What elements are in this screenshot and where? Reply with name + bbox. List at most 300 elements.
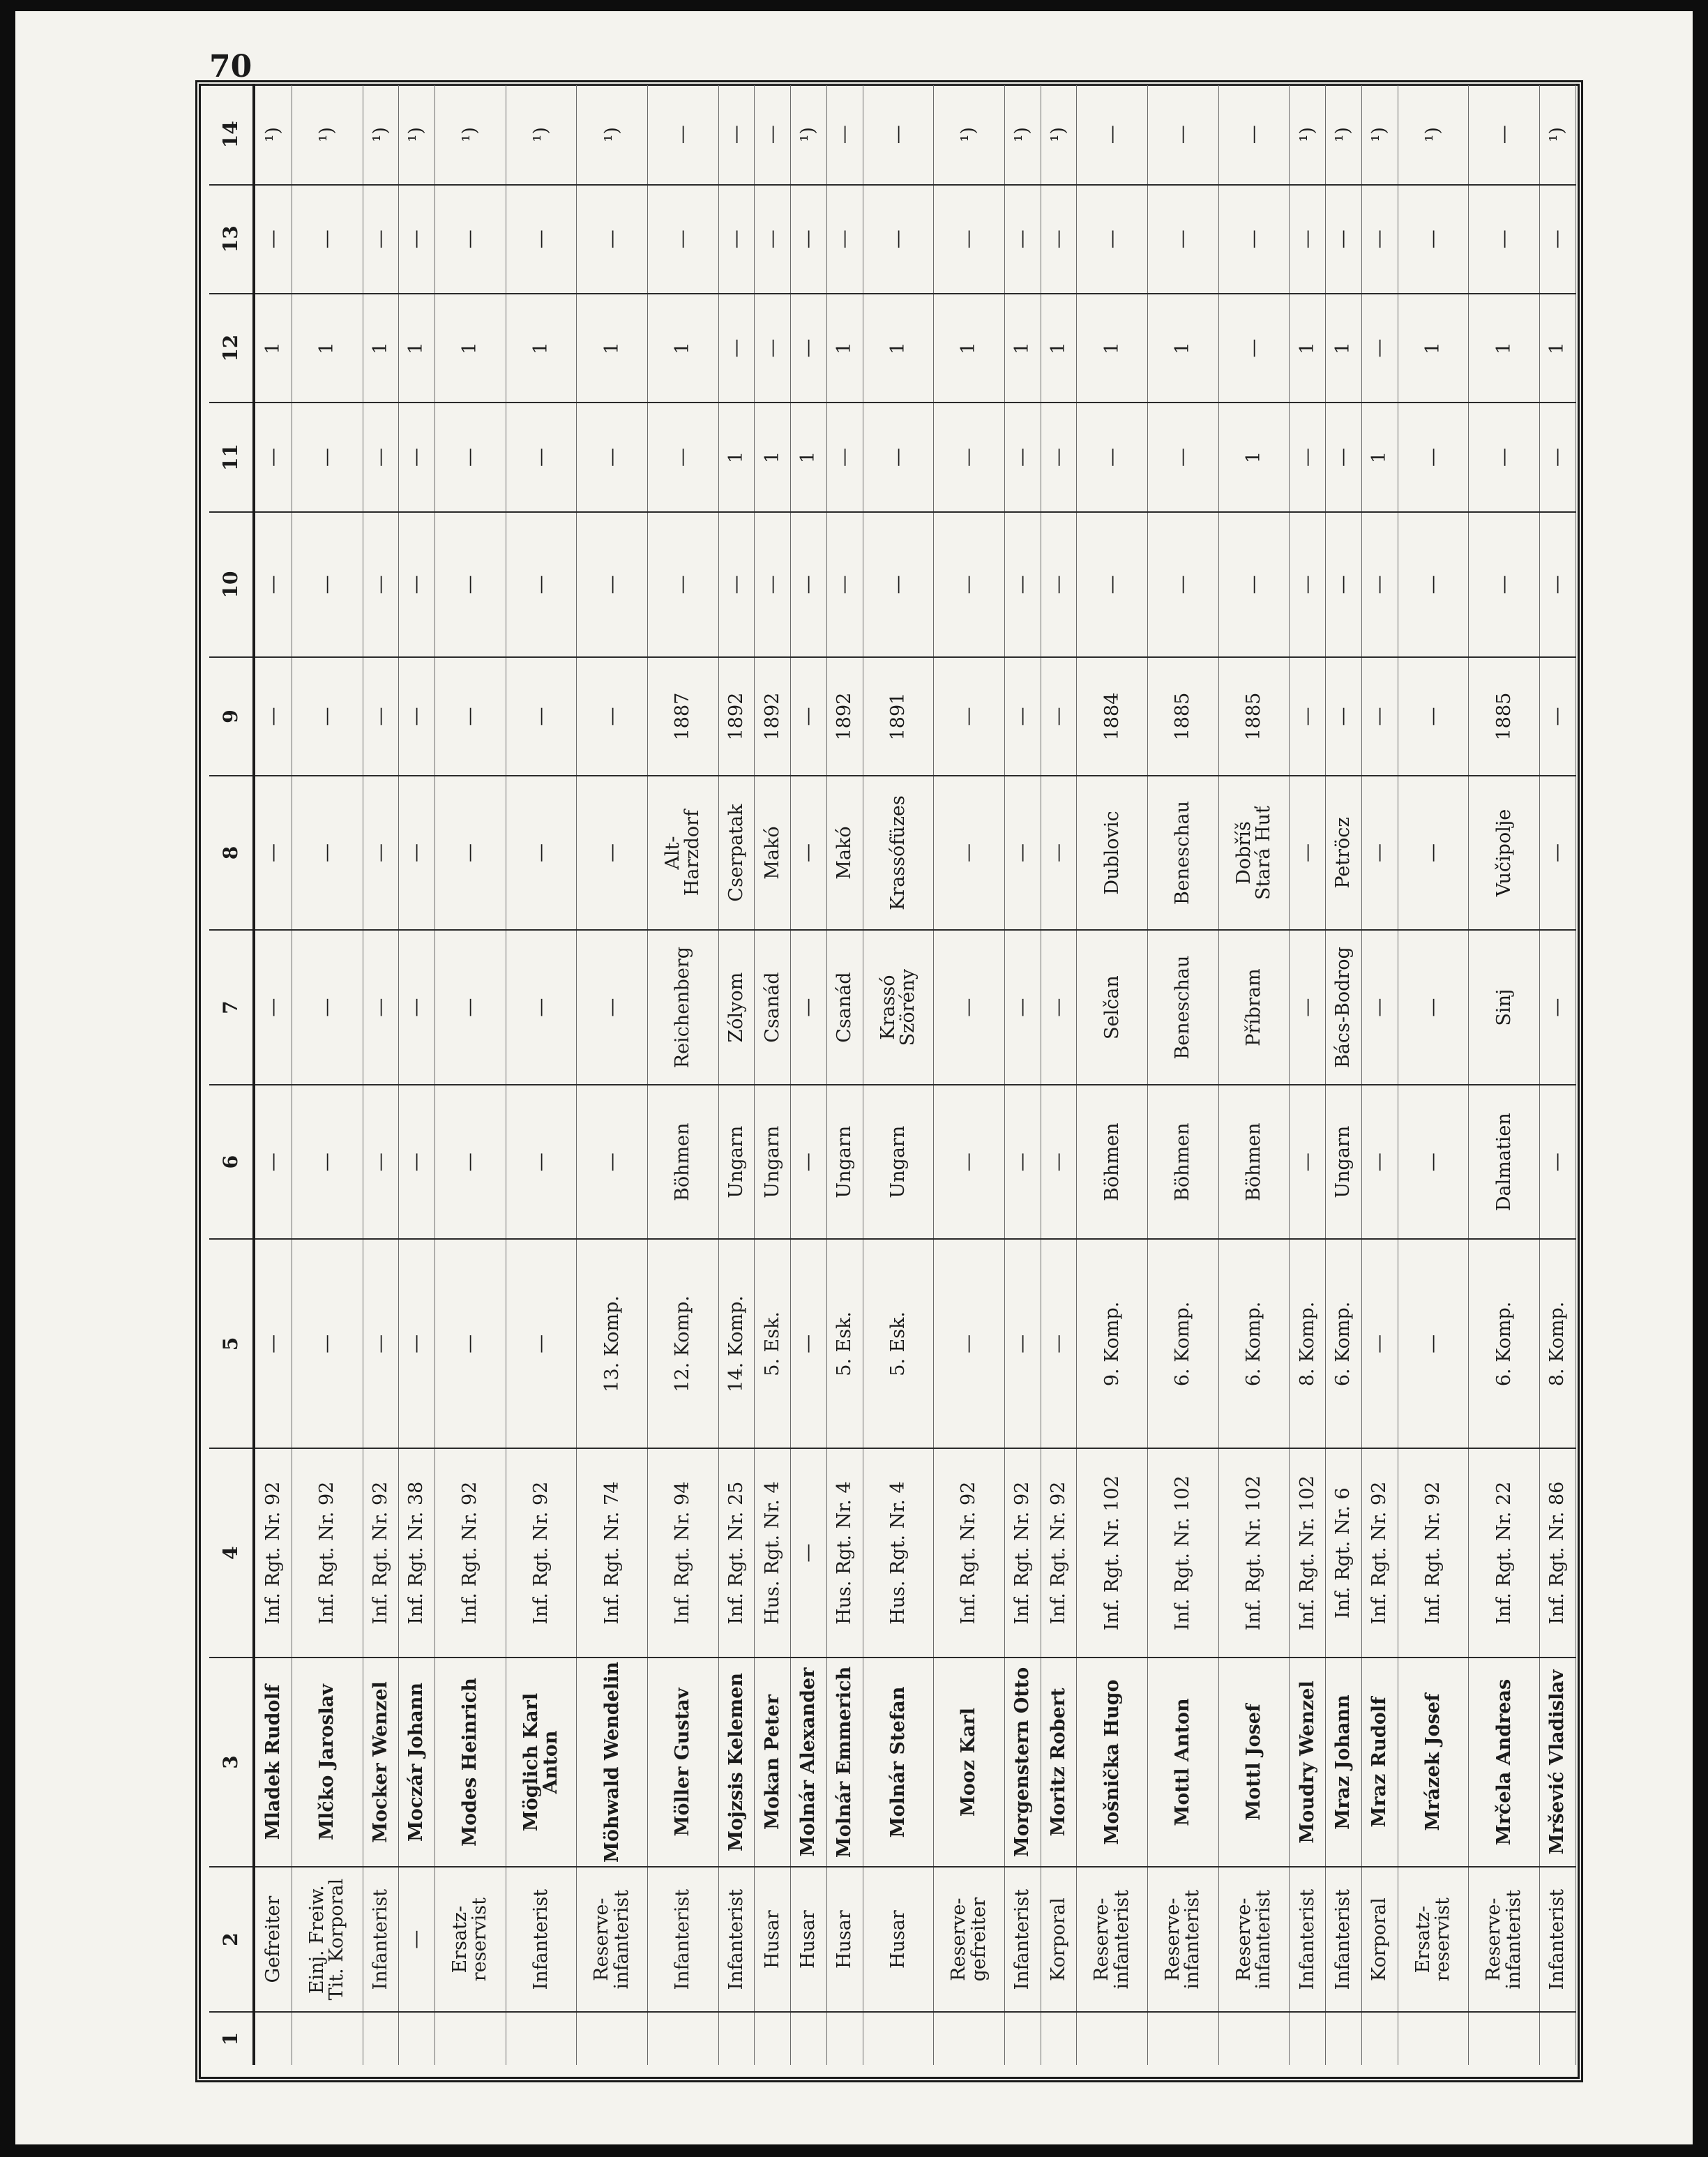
col14-cell: — — [648, 84, 719, 185]
col11-cell: — — [1290, 403, 1326, 511]
column-header-10: 10 — [209, 512, 254, 658]
district-cell: — — [1398, 930, 1469, 1085]
table-row — [826, 84, 863, 2065]
place-cell: Makó — [755, 776, 791, 931]
col12-cell: — — [1218, 294, 1290, 403]
unit-cell: Inf. Rgt. Nr. 92 — [254, 1448, 292, 1658]
rank-cell: Reserve- infanterist — [1077, 1867, 1148, 2013]
col14-cell: ¹) — [1004, 84, 1041, 185]
col10-cell: — — [1218, 512, 1290, 658]
column-header-6: 6 — [209, 1085, 254, 1240]
name-cell: Mladek Rudolf — [254, 1658, 292, 1867]
rank-cell: Korporal — [1361, 1867, 1398, 2013]
empty-cell — [399, 2012, 435, 2065]
name-cell: Mrčela Andreas — [1469, 1658, 1540, 1867]
col12-cell: 1 — [399, 294, 435, 403]
rank-cell: Reserve- infanterist — [1148, 1867, 1219, 2013]
district-cell: Krassó Szörény — [863, 930, 934, 1085]
company-cell: 5. Esk. — [863, 1239, 934, 1448]
name-cell: Moczár Johann — [399, 1658, 435, 1867]
rank-cell: Infanterist — [506, 1867, 577, 2013]
col10-cell: — — [1077, 512, 1148, 658]
col13-cell: — — [863, 185, 934, 294]
year-cell: 1892 — [755, 657, 791, 775]
land-cell: Dalmatien — [1469, 1085, 1540, 1240]
name-cell: Mottl Anton — [1148, 1658, 1219, 1867]
col13-cell: — — [934, 185, 1005, 294]
column-header-13: 13 — [209, 185, 254, 294]
year-cell: 1885 — [1469, 657, 1540, 775]
name-cell: Mocker Wenzel — [363, 1658, 399, 1867]
col14-cell: ¹) — [399, 84, 435, 185]
col14-cell: — — [863, 84, 934, 185]
company-cell: — — [254, 1239, 292, 1448]
year-cell: 1885 — [1218, 657, 1290, 775]
col11-cell: — — [1041, 403, 1077, 511]
empty-cell — [1361, 2012, 1398, 2065]
col13-cell: — — [363, 185, 399, 294]
col10-cell: — — [1004, 512, 1041, 658]
district-cell: — — [1540, 930, 1576, 1085]
table-row — [1398, 84, 1469, 2065]
empty-cell — [1290, 2012, 1326, 2065]
unit-cell: Inf. Rgt. Nr. 74 — [577, 1448, 648, 1658]
column-header-2: 2 — [209, 1867, 254, 2013]
rank-cell: Husar — [791, 1867, 827, 2013]
col12-cell: — — [791, 294, 827, 403]
empty-cell — [1326, 2012, 1362, 2065]
company-cell: — — [934, 1239, 1005, 1448]
col13-cell: — — [1361, 185, 1398, 294]
col12-cell: 1 — [363, 294, 399, 403]
year-cell: — — [254, 657, 292, 775]
year-cell: — — [363, 657, 399, 775]
land-cell: — — [363, 1085, 399, 1240]
col14-cell: ¹) — [506, 84, 577, 185]
unit-cell: Hus. Rgt. Nr. 4 — [826, 1448, 863, 1658]
place-cell: — — [1004, 776, 1041, 931]
district-cell: — — [254, 930, 292, 1085]
col14-cell: — — [1148, 84, 1219, 185]
rank-cell: Infanterist — [1004, 1867, 1041, 2013]
rank-cell: Einj. Freiw. Tit. Korporal — [292, 1867, 363, 2013]
company-cell: — — [434, 1239, 506, 1448]
col11-cell: 1 — [1218, 403, 1290, 511]
table-row — [1077, 84, 1148, 2065]
rank-cell: Ersatz- reservist — [434, 1867, 506, 2013]
col12-cell: 1 — [1148, 294, 1219, 403]
table-body — [254, 84, 1576, 2065]
rank-cell: Infanterist — [1326, 1867, 1362, 2013]
empty-cell — [826, 2012, 863, 2065]
company-cell: 9. Komp. — [1077, 1239, 1148, 1448]
district-cell: Selčan — [1077, 930, 1148, 1085]
unit-cell: Hus. Rgt. Nr. 4 — [863, 1448, 934, 1658]
land-cell: — — [934, 1085, 1005, 1240]
col13-cell: — — [577, 185, 648, 294]
table-row — [363, 84, 399, 2065]
col13-cell: — — [791, 185, 827, 294]
company-cell: 12. Komp. — [648, 1239, 719, 1448]
company-cell: 5. Esk. — [826, 1239, 863, 1448]
table-row — [254, 84, 292, 2065]
unit-cell: Inf. Rgt. Nr. 92 — [1041, 1448, 1077, 1658]
company-cell: 6. Komp. — [1469, 1239, 1540, 1448]
place-cell: Dobříš Stará Huť — [1218, 776, 1290, 931]
district-cell: Csanád — [826, 930, 863, 1085]
year-cell: — — [1004, 657, 1041, 775]
name-cell: Mooz Karl — [934, 1658, 1005, 1867]
unit-cell: Inf. Rgt. Nr. 102 — [1218, 1448, 1290, 1658]
district-cell: — — [292, 930, 363, 1085]
rank-cell: Husar — [826, 1867, 863, 2013]
land-cell: Ungarn — [718, 1085, 755, 1240]
col10-cell: — — [1398, 512, 1469, 658]
col11-cell: — — [1469, 403, 1540, 511]
col10-cell: — — [254, 512, 292, 658]
col14-cell: ¹) — [791, 84, 827, 185]
district-cell: — — [363, 930, 399, 1085]
land-cell: Böhmen — [1077, 1085, 1148, 1240]
col13-cell: — — [1540, 185, 1576, 294]
rank-cell: Husar — [755, 1867, 791, 2013]
land-cell: — — [292, 1085, 363, 1240]
unit-cell: Inf. Rgt. Nr. 22 — [1469, 1448, 1540, 1658]
col13-cell: — — [1148, 185, 1219, 294]
rank-cell: Reserve- infanterist — [577, 1867, 648, 2013]
land-cell: — — [1398, 1085, 1469, 1240]
col10-cell: — — [755, 512, 791, 658]
name-cell: Möglich Karl Anton — [506, 1658, 577, 1867]
col10-cell: — — [1290, 512, 1326, 658]
column-header-11: 11 — [209, 403, 254, 511]
col10-cell: — — [399, 512, 435, 658]
company-cell: 13. Komp. — [577, 1239, 648, 1448]
col13-cell: — — [1004, 185, 1041, 294]
col12-cell: — — [718, 294, 755, 403]
col10-cell: — — [1148, 512, 1219, 658]
rank-cell: Infanterist — [1540, 1867, 1576, 2013]
company-cell: — — [506, 1239, 577, 1448]
col14-cell: — — [826, 84, 863, 185]
year-cell: — — [1041, 657, 1077, 775]
district-cell: Csanád — [755, 930, 791, 1085]
col11-cell: — — [434, 403, 506, 511]
district-cell: — — [1361, 930, 1398, 1085]
land-cell: — — [577, 1085, 648, 1240]
col12-cell: 1 — [1077, 294, 1148, 403]
empty-cell — [1041, 2012, 1077, 2065]
company-cell: 6. Komp. — [1148, 1239, 1219, 1448]
unit-cell: Inf. Rgt. Nr. 92 — [506, 1448, 577, 1658]
year-cell: — — [1326, 657, 1362, 775]
company-cell: 6. Komp. — [1218, 1239, 1290, 1448]
col14-cell: ¹) — [1361, 84, 1398, 185]
name-cell: Mojzsis Kelemen — [718, 1658, 755, 1867]
table-row — [1326, 84, 1362, 2065]
col11-cell: — — [254, 403, 292, 511]
year-cell: — — [1540, 657, 1576, 775]
unit-cell: Inf. Rgt. Nr. 92 — [292, 1448, 363, 1658]
unit-cell: Inf. Rgt. Nr. 6 — [1326, 1448, 1362, 1658]
col13-cell: — — [1326, 185, 1362, 294]
col10-cell: — — [1469, 512, 1540, 658]
empty-cell — [434, 2012, 506, 2065]
unit-cell: Inf. Rgt. Nr. 92 — [1398, 1448, 1469, 1658]
company-cell: — — [1004, 1239, 1041, 1448]
col10-cell: — — [648, 512, 719, 658]
company-cell: — — [363, 1239, 399, 1448]
col12-cell: 1 — [826, 294, 863, 403]
empty-cell — [648, 2012, 719, 2065]
column-header-7: 7 — [209, 930, 254, 1085]
empty-cell — [363, 2012, 399, 2065]
col12-cell: — — [755, 294, 791, 403]
table-row — [506, 84, 577, 2065]
company-cell: — — [292, 1239, 363, 1448]
col13-cell: — — [1041, 185, 1077, 294]
land-cell: Böhmen — [648, 1085, 719, 1240]
col12-cell: — — [1361, 294, 1398, 403]
col13-cell: — — [292, 185, 363, 294]
col11-cell: 1 — [791, 403, 827, 511]
year-cell: — — [577, 657, 648, 775]
empty-cell — [1004, 2012, 1041, 2065]
district-cell: — — [434, 930, 506, 1085]
empty-cell — [1540, 2012, 1576, 2065]
year-cell: — — [934, 657, 1005, 775]
land-cell: Ungarn — [826, 1085, 863, 1240]
place-cell: Beneschau — [1148, 776, 1219, 931]
year-cell: — — [1290, 657, 1326, 775]
empty-cell — [1218, 2012, 1290, 2065]
table-row — [1469, 84, 1540, 2065]
col10-cell: — — [577, 512, 648, 658]
col10-cell: — — [934, 512, 1005, 658]
empty-cell — [791, 2012, 827, 2065]
col14-cell: — — [755, 84, 791, 185]
year-cell: 1891 — [863, 657, 934, 775]
year-cell: 1887 — [648, 657, 719, 775]
table-row — [1004, 84, 1041, 2065]
year-cell: — — [506, 657, 577, 775]
unit-cell: Inf. Rgt. Nr. 86 — [1540, 1448, 1576, 1658]
col10-cell: — — [1540, 512, 1576, 658]
col10-cell: — — [506, 512, 577, 658]
table-row — [1218, 84, 1290, 2065]
empty-cell — [1077, 2012, 1148, 2065]
col12-cell: 1 — [863, 294, 934, 403]
unit-cell: Inf. Rgt. Nr. 102 — [1077, 1448, 1148, 1658]
land-cell: — — [1004, 1085, 1041, 1240]
name-cell: Moritz Robert — [1041, 1658, 1077, 1867]
rank-cell: Reserve- gefreiter — [934, 1867, 1005, 2013]
place-cell: — — [791, 776, 827, 931]
empty-cell — [254, 2012, 292, 2065]
district-cell: — — [934, 930, 1005, 1085]
place-cell: — — [399, 776, 435, 931]
name-cell: Mokan Peter — [755, 1658, 791, 1867]
district-cell: — — [1004, 930, 1041, 1085]
land-cell: — — [254, 1085, 292, 1240]
col14-cell: ¹) — [1398, 84, 1469, 185]
col11-cell: — — [1148, 403, 1219, 511]
col14-cell: — — [1077, 84, 1148, 185]
land-cell: — — [399, 1085, 435, 1240]
empty-cell — [1148, 2012, 1219, 2065]
column-header-4: 4 — [209, 1448, 254, 1658]
name-cell: Molnár Stefan — [863, 1658, 934, 1867]
col13-cell: — — [434, 185, 506, 294]
table-row — [1148, 84, 1219, 2065]
year-cell: 1885 — [1148, 657, 1219, 775]
place-cell: Petröcz — [1326, 776, 1362, 931]
empty-cell — [718, 2012, 755, 2065]
unit-cell: Inf. Rgt. Nr. 92 — [363, 1448, 399, 1658]
table-row — [934, 84, 1005, 2065]
col12-cell: 1 — [1540, 294, 1576, 403]
col13-cell: — — [1290, 185, 1326, 294]
col12-cell: 1 — [254, 294, 292, 403]
land-cell: — — [1041, 1085, 1077, 1240]
col12-cell: 1 — [506, 294, 577, 403]
place-cell: — — [254, 776, 292, 931]
col10-cell: — — [791, 512, 827, 658]
place-cell: Makó — [826, 776, 863, 931]
col13-cell: — — [648, 185, 719, 294]
table-row — [755, 84, 791, 2065]
col10-cell: — — [434, 512, 506, 658]
year-cell: 1892 — [826, 657, 863, 775]
column-header-5: 5 — [209, 1239, 254, 1448]
land-cell: Ungarn — [1326, 1085, 1362, 1240]
col11-cell: — — [363, 403, 399, 511]
place-cell: Krassófüzes — [863, 776, 934, 931]
unit-cell: Inf. Rgt. Nr. 92 — [934, 1448, 1005, 1658]
col14-cell: ¹) — [1041, 84, 1077, 185]
col12-cell: 1 — [1004, 294, 1041, 403]
col14-cell: ¹) — [292, 84, 363, 185]
district-cell: — — [399, 930, 435, 1085]
col11-cell: — — [648, 403, 719, 511]
col10-cell: — — [1326, 512, 1362, 658]
district-cell: — — [791, 930, 827, 1085]
column-header-12: 12 — [209, 294, 254, 403]
col12-cell: 1 — [1398, 294, 1469, 403]
district-cell: Sinj — [1469, 930, 1540, 1085]
place-cell: — — [1041, 776, 1077, 931]
table-row — [434, 84, 506, 2065]
place-cell: — — [434, 776, 506, 931]
district-cell: Příbram — [1218, 930, 1290, 1085]
table-row — [1290, 84, 1326, 2065]
name-cell: Mrázek Josef — [1398, 1658, 1469, 1867]
year-cell: — — [434, 657, 506, 775]
rank-cell: Husar — [863, 1867, 934, 2013]
rank-cell: Infanterist — [648, 1867, 719, 2013]
place-cell: — — [934, 776, 1005, 931]
col13-cell: — — [399, 185, 435, 294]
land-cell: — — [1290, 1085, 1326, 1240]
place-cell: Dublovic — [1077, 776, 1148, 931]
col10-cell: — — [292, 512, 363, 658]
land-cell: — — [1361, 1085, 1398, 1240]
company-cell: — — [1041, 1239, 1077, 1448]
column-header-3: 3 — [209, 1658, 254, 1867]
land-cell: Böhmen — [1148, 1085, 1219, 1240]
col11-cell: — — [506, 403, 577, 511]
col14-cell: — — [1218, 84, 1290, 185]
col14-cell: ¹) — [254, 84, 292, 185]
place-cell: Cserpatak — [718, 776, 755, 931]
column-header-8: 8 — [209, 776, 254, 931]
col12-cell: 1 — [934, 294, 1005, 403]
place-cell: Alt- Harzdorf — [648, 776, 719, 931]
col11-cell: — — [399, 403, 435, 511]
place-cell: — — [1290, 776, 1326, 931]
casualty-register-table — [209, 84, 1576, 2065]
unit-cell: Inf. Rgt. Nr. 92 — [1361, 1448, 1398, 1658]
col10-cell: — — [718, 512, 755, 658]
column-header-1: 1 — [209, 2012, 254, 2065]
col14-cell: ¹) — [934, 84, 1005, 185]
unit-cell: Hus. Rgt. Nr. 4 — [755, 1448, 791, 1658]
name-cell: Morgenstern Otto — [1004, 1658, 1041, 1867]
col13-cell: — — [1469, 185, 1540, 294]
rank-cell: Infanterist — [718, 1867, 755, 2013]
name-cell: Möller Gustav — [648, 1658, 719, 1867]
col13-cell: — — [755, 185, 791, 294]
company-cell: — — [1361, 1239, 1398, 1448]
col14-cell: — — [718, 84, 755, 185]
col10-cell: — — [1041, 512, 1077, 658]
year-cell: — — [791, 657, 827, 775]
unit-cell: Inf. Rgt. Nr. 102 — [1290, 1448, 1326, 1658]
col11-cell: — — [1077, 403, 1148, 511]
col12-cell: 1 — [648, 294, 719, 403]
rank-cell: Infanterist — [363, 1867, 399, 2013]
place-cell: Vučipolje — [1469, 776, 1540, 931]
unit-cell: Inf. Rgt. Nr. 92 — [1004, 1448, 1041, 1658]
company-cell: 5. Esk. — [755, 1239, 791, 1448]
col12-cell: 1 — [292, 294, 363, 403]
col13-cell: — — [1077, 185, 1148, 294]
unit-cell: — — [791, 1448, 827, 1658]
year-cell: — — [292, 657, 363, 775]
year-cell: — — [1398, 657, 1469, 775]
place-cell: — — [363, 776, 399, 931]
company-cell: 8. Komp. — [1290, 1239, 1326, 1448]
col14-cell: ¹) — [1326, 84, 1362, 185]
name-cell: Molnár Alexander — [791, 1658, 827, 1867]
company-cell: — — [791, 1239, 827, 1448]
district-cell: — — [1290, 930, 1326, 1085]
name-cell: Moudry Wenzel — [1290, 1658, 1326, 1867]
place-cell: — — [506, 776, 577, 931]
column-header-14: 14 — [209, 84, 254, 185]
company-cell: 14. Komp. — [718, 1239, 755, 1448]
place-cell: — — [292, 776, 363, 931]
col11-cell: — — [826, 403, 863, 511]
col14-cell: ¹) — [1540, 84, 1576, 185]
empty-cell — [577, 2012, 648, 2065]
rank-cell: Infanterist — [1290, 1867, 1326, 2013]
col11-cell: — — [1540, 403, 1576, 511]
name-cell: Molnár Emmerich — [826, 1658, 863, 1867]
empty-cell — [863, 2012, 934, 2065]
col11-cell: 1 — [718, 403, 755, 511]
district-cell: Reichenberg — [648, 930, 719, 1085]
